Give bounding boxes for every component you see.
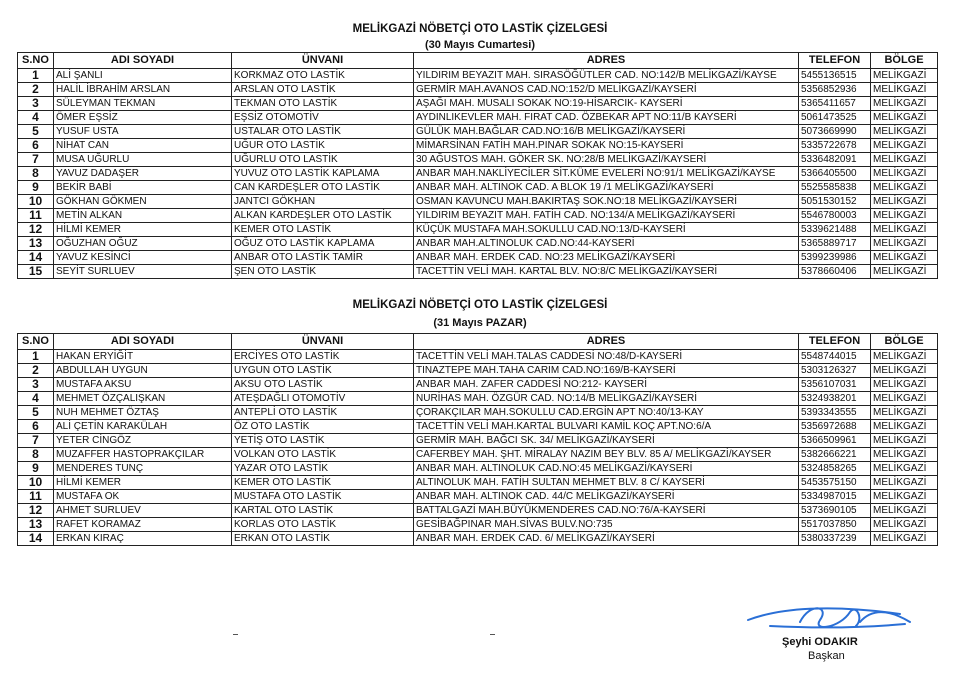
business-title: UYGUN OTO LASTİK [232, 364, 414, 378]
business-title: TEKMAN OTO LASTİK [232, 97, 414, 111]
region: MELİKGAZİ [871, 265, 938, 279]
table-row [18, 125, 938, 139]
phone-number: 5453575150 [799, 476, 871, 490]
person-name: YETER CİNGÖZ [54, 434, 232, 448]
phone-number: 5324938201 [799, 392, 871, 406]
business-address: ANBAR MAH. ERDEK CAD. NO:23 MELİKGAZİ/KAYSERİ [414, 251, 799, 265]
row-number: 12 [18, 223, 54, 237]
business-title: OĞUZ OTO LASTİK KAPLAMA [232, 237, 414, 251]
row-number: 14 [18, 251, 54, 265]
table-row [18, 83, 938, 97]
row-number: 2 [18, 364, 54, 378]
business-address: TINAZTEPE MAH.TAHA CARIM CAD.NO:169/B-KAYSERİ [414, 364, 799, 378]
person-name: HİLMİ KEMER [54, 223, 232, 237]
person-name: ERKAN KIRAÇ [54, 532, 232, 546]
table-row [18, 462, 938, 476]
row-number: 4 [18, 392, 54, 406]
business-address: AYDINLIKEVLER MAH. FIRAT CAD. ÖZBEKAR APT NO:11/B KAYSERİ [414, 111, 799, 125]
business-title: KEMER OTO LASTİK [232, 476, 414, 490]
business-title: ALKAN KARDEŞLER OTO LASTİK [232, 209, 414, 223]
business-title: YUVUZ OTO LASTİK KAPLAMA [232, 167, 414, 181]
phone-number: 5399239986 [799, 251, 871, 265]
region: MELİKGAZİ [871, 251, 938, 265]
person-name: MEHMET ÖZÇALIŞKAN [54, 392, 232, 406]
person-name: YUSUF USTA [54, 125, 232, 139]
business-address: BATTALGAZİ MAH.BÜYÜKMENDERES CAD.NO:76/A-KAYSERİ [414, 504, 799, 518]
phone-number: 5303126327 [799, 364, 871, 378]
table-row [18, 223, 938, 237]
region: MELİKGAZİ [871, 504, 938, 518]
row-number: 13 [18, 518, 54, 532]
business-title: YAZAR OTO LASTİK [232, 462, 414, 476]
person-name: GÖKHAN GÖKMEN [54, 195, 232, 209]
region: MELİKGAZİ [871, 448, 938, 462]
region: MELİKGAZİ [871, 181, 938, 195]
header-sno: S.NO [18, 334, 54, 350]
business-address: ANBAR MAH.NAKLİYECİLER SİT.KÜME EVELERİ NO:91/1 MELİKGAZİ/KAYSE [414, 167, 799, 181]
table-row [18, 364, 938, 378]
business-title: ÖZ OTO LASTİK [232, 420, 414, 434]
row-number: 2 [18, 83, 54, 97]
business-title: KORLAS OTO LASTİK [232, 518, 414, 532]
person-name: OĞUZHAN OĞUZ [54, 237, 232, 251]
person-name: ALİ ÇETİN KARAKÜLAH [54, 420, 232, 434]
region: MELİKGAZİ [871, 111, 938, 125]
person-name: AHMET SURLUEV [54, 504, 232, 518]
region: MELİKGAZİ [871, 392, 938, 406]
phone-number: 5356107031 [799, 378, 871, 392]
table-row [18, 420, 938, 434]
phone-number: 5455136515 [799, 69, 871, 83]
phone-number: 5378660406 [799, 265, 871, 279]
table-row [18, 406, 938, 420]
table-row [18, 476, 938, 490]
header-title: ÜNVANI [232, 53, 414, 69]
region: MELİKGAZİ [871, 153, 938, 167]
row-number: 1 [18, 350, 54, 364]
table-row [18, 251, 938, 265]
business-address: ÇORAKÇILAR MAH.SOKULLU CAD.ERGİN APT NO:40/13-KAY [414, 406, 799, 420]
person-name: MUSTAFA AKSU [54, 378, 232, 392]
row-number: 10 [18, 476, 54, 490]
phone-number: 5339621488 [799, 223, 871, 237]
scan-mark [490, 634, 495, 635]
business-address: OSMAN KAVUNCU MAH.BAKIRTAŞ SOK.NO:18 MELİKGAZİ/KAYSERİ [414, 195, 799, 209]
phone-number: 5365411657 [799, 97, 871, 111]
business-title: CAN KARDEŞLER OTO LASTİK [232, 181, 414, 195]
header-phone: TELEFON [799, 334, 871, 350]
table-row [18, 181, 938, 195]
business-address: TACETTİN VELİ MAH.TALAS CADDESİ NO:48/D-KAYSERİ [414, 350, 799, 364]
header-phone: TELEFON [799, 53, 871, 69]
business-address: ANBAR MAH. ALTINOK CAD. A BLOK 19 /1 MELİKGAZİ/KAYSERİ [414, 181, 799, 195]
schedule-subtitle-1: (30 Mayıs Cumartesi) [424, 39, 536, 51]
region: MELİKGAZİ [871, 237, 938, 251]
phone-number: 5393343555 [799, 406, 871, 420]
phone-number: 5373690105 [799, 504, 871, 518]
business-address: GERMİR MAH.AVANOS CAD.NO:152/D MELİKGAZİ/KAYSERİ [414, 83, 799, 97]
row-number: 3 [18, 378, 54, 392]
row-number: 4 [18, 111, 54, 125]
phone-number: 5334987015 [799, 490, 871, 504]
row-number: 15 [18, 265, 54, 279]
row-number: 9 [18, 462, 54, 476]
business-address: YILDIRIM BEYAZIT MAH. FATİH CAD. NO:134/A MELİKGAZİ/KAYSERİ [414, 209, 799, 223]
region: MELİKGAZİ [871, 462, 938, 476]
person-name: HALİL İBRAHİM ARSLAN [54, 83, 232, 97]
business-address: YILDIRIM BEYAZIT MAH. SIRASÖĞÜTLER CAD. NO:142/B MELİKGAZİ/KAYSE [414, 69, 799, 83]
schedule-title-2: MELİKGAZİ NÖBETÇİ OTO LASTİK ÇİZELGESİ [352, 299, 608, 311]
header-name: ADI SOYADI [54, 334, 232, 350]
schedule-table-saturday [17, 52, 938, 279]
region: MELİKGAZİ [871, 420, 938, 434]
phone-number: 5051530152 [799, 195, 871, 209]
header-sno: S.NO [18, 53, 54, 69]
table-header-row [18, 53, 938, 69]
row-number: 11 [18, 490, 54, 504]
row-number: 11 [18, 209, 54, 223]
business-title: ATEŞDAĞLI OTOMOTİV [232, 392, 414, 406]
table-row [18, 392, 938, 406]
row-number: 6 [18, 139, 54, 153]
region: MELİKGAZİ [871, 97, 938, 111]
region: MELİKGAZİ [871, 532, 938, 546]
person-name: ÖMER EŞSİZ [54, 111, 232, 125]
row-number: 6 [18, 420, 54, 434]
signatory-role: Başkan [808, 650, 845, 662]
phone-number: 5061473525 [799, 111, 871, 125]
business-address: TACETTİN VELİ MAH. KARTAL BLV. NO:8/C MELİKGAZİ/KAYSERİ [414, 265, 799, 279]
business-address: KÜÇÜK MUSTAFA MAH.SOKULLU CAD.NO:13/D-KAYSERİ [414, 223, 799, 237]
row-number: 13 [18, 237, 54, 251]
business-title: ERCİYES OTO LASTİK [232, 350, 414, 364]
person-name: ABDULLAH UYGUN [54, 364, 232, 378]
table-row [18, 518, 938, 532]
business-title: MUSTAFA OTO LASTİK [232, 490, 414, 504]
region: MELİKGAZİ [871, 69, 938, 83]
header-name: ADI SOYADI [54, 53, 232, 69]
person-name: BEKİR BABİ [54, 181, 232, 195]
table-row [18, 69, 938, 83]
business-title: UĞURLU OTO LASTİK [232, 153, 414, 167]
schedule-table-sunday [17, 333, 938, 546]
person-name: RAFET KORAMAZ [54, 518, 232, 532]
table-row [18, 378, 938, 392]
table-row [18, 209, 938, 223]
region: MELİKGAZİ [871, 350, 938, 364]
person-name: HAKAN ERYİĞİT [54, 350, 232, 364]
table-row [18, 97, 938, 111]
region: MELİKGAZİ [871, 378, 938, 392]
person-name: MUSA UĞURLU [54, 153, 232, 167]
table-row [18, 167, 938, 181]
table-row [18, 434, 938, 448]
business-title: KEMER OTO LASTİK [232, 223, 414, 237]
signatory-name: Şeyhi ODAKIR [782, 636, 858, 648]
person-name: NUH MEHMET ÖZTAŞ [54, 406, 232, 420]
business-title: KARTAL OTO LASTİK [232, 504, 414, 518]
business-address: 30 AĞUSTOS MAH. GÖKER SK. NO:28/B MELİKGAZİ/KAYSERİ [414, 153, 799, 167]
person-name: ALİ ŞANLI [54, 69, 232, 83]
person-name: NİHAT CAN [54, 139, 232, 153]
region: MELİKGAZİ [871, 518, 938, 532]
phone-number: 5548744015 [799, 350, 871, 364]
phone-number: 5366509961 [799, 434, 871, 448]
business-title: VOLKAN OTO LASTİK [232, 448, 414, 462]
phone-number: 5525585838 [799, 181, 871, 195]
header-title: ÜNVANI [232, 334, 414, 350]
business-address: GÜLÜK MAH.BAĞLAR CAD.NO:16/B MELİKGAZİ/KAYSERİ [414, 125, 799, 139]
business-title: EŞSİZ OTOMOTİV [232, 111, 414, 125]
schedule-subtitle-2: (31 Mayıs PAZAR) [433, 317, 527, 329]
business-address: GERMİR MAH. BAĞCI SK. 34/ MELİKGAZİ/KAYSERİ [414, 434, 799, 448]
table-row [18, 504, 938, 518]
region: MELİKGAZİ [871, 364, 938, 378]
business-address: NURİHAS MAH. ÖZGÜR CAD. NO:14/B MELİKGAZİ/KAYSERİ [414, 392, 799, 406]
region: MELİKGAZİ [871, 139, 938, 153]
person-name: YAVUZ KESİNCİ [54, 251, 232, 265]
table-row [18, 139, 938, 153]
business-title: ŞEN OTO LASTİK [232, 265, 414, 279]
region: MELİKGAZİ [871, 167, 938, 181]
phone-number: 5365889717 [799, 237, 871, 251]
row-number: 8 [18, 448, 54, 462]
phone-number: 5382666221 [799, 448, 871, 462]
phone-number: 5517037850 [799, 518, 871, 532]
phone-number: 5335722678 [799, 139, 871, 153]
person-name: MENDERES TUNÇ [54, 462, 232, 476]
business-address: ANBAR MAH.ALTINOLUK CAD.NO:44-KAYSERİ [414, 237, 799, 251]
row-number: 12 [18, 504, 54, 518]
business-title: AKSU OTO LASTİK [232, 378, 414, 392]
row-number: 5 [18, 406, 54, 420]
person-name: YAVUZ DADAŞER [54, 167, 232, 181]
region: MELİKGAZİ [871, 490, 938, 504]
phone-number: 5073669990 [799, 125, 871, 139]
business-address: AŞAĞI MAH. MUSALI SOKAK NO:19-HİSARCIK- KAYSERİ [414, 97, 799, 111]
row-number: 1 [18, 69, 54, 83]
region: MELİKGAZİ [871, 195, 938, 209]
region: MELİKGAZİ [871, 209, 938, 223]
table-header-row [18, 334, 938, 350]
business-address: ANBAR MAH. ERDEK CAD. 6/ MELİKGAZİ/KAYSERİ [414, 532, 799, 546]
person-name: HİLMİ KEMER [54, 476, 232, 490]
region: MELİKGAZİ [871, 125, 938, 139]
row-number: 14 [18, 532, 54, 546]
phone-number: 5356972688 [799, 420, 871, 434]
business-address: ANBAR MAH. ALTINOLUK CAD.NO:45 MELİKGAZİ/KAYSERİ [414, 462, 799, 476]
table-row [18, 350, 938, 364]
person-name: MUSTAFA OK [54, 490, 232, 504]
region: MELİKGAZİ [871, 406, 938, 420]
person-name: SÜLEYMAN TEKMAN [54, 97, 232, 111]
phone-number: 5324858265 [799, 462, 871, 476]
phone-number: 5380337239 [799, 532, 871, 546]
scan-mark [233, 634, 238, 635]
business-address: CAFERBEY MAH. ŞHT. MİRALAY NAZIM BEY BLV. 85 A/ MELİKGAZİ/KAYSER [414, 448, 799, 462]
row-number: 5 [18, 125, 54, 139]
phone-number: 5546780003 [799, 209, 871, 223]
business-address: ANBAR MAH. ALTINOK CAD. 44/C MELİKGAZİ/KAYSERİ [414, 490, 799, 504]
table-row [18, 532, 938, 546]
business-address: GESİBAĞPINAR MAH.SİVAS BULV.NO:735 [414, 518, 799, 532]
table-row [18, 265, 938, 279]
table-row [18, 237, 938, 251]
row-number: 7 [18, 153, 54, 167]
row-number: 8 [18, 167, 54, 181]
business-title: JANTCI GÖKHAN [232, 195, 414, 209]
person-name: METİN ALKAN [54, 209, 232, 223]
region: MELİKGAZİ [871, 434, 938, 448]
business-address: TACETTİN VELİ MAH.KARTAL BULVARI KAMİL KOÇ APT.NO:6/A [414, 420, 799, 434]
schedule-title-1: MELİKGAZİ NÖBETÇİ OTO LASTİK ÇİZELGESİ [352, 23, 608, 35]
table-row [18, 111, 938, 125]
business-address: ALTINOLUK MAH. FATİH SULTAN MEHMET BLV. 8 C/ KAYSERİ [414, 476, 799, 490]
row-number: 7 [18, 434, 54, 448]
business-title: YETİŞ OTO LASTİK [232, 434, 414, 448]
business-title: USTALAR OTO LASTİK [232, 125, 414, 139]
row-number: 10 [18, 195, 54, 209]
phone-number: 5336482091 [799, 153, 871, 167]
table-row [18, 153, 938, 167]
row-number: 9 [18, 181, 54, 195]
business-title: UĞUR OTO LASTİK [232, 139, 414, 153]
business-address: ANBAR MAH. ZAFER CADDESİ NO:212- KAYSERİ [414, 378, 799, 392]
phone-number: 5356852936 [799, 83, 871, 97]
region: MELİKGAZİ [871, 476, 938, 490]
header-address: ADRES [414, 334, 799, 350]
region: MELİKGAZİ [871, 83, 938, 97]
phone-number: 5366405500 [799, 167, 871, 181]
business-title: ERKAN OTO LASTİK [232, 532, 414, 546]
table-row [18, 448, 938, 462]
business-title: ARSLAN OTO LASTİK [232, 83, 414, 97]
table-row [18, 195, 938, 209]
table-row [18, 490, 938, 504]
header-region: BÖLGE [871, 53, 938, 69]
row-number: 3 [18, 97, 54, 111]
header-region: BÖLGE [871, 334, 938, 350]
business-title: ANTEPLİ OTO LASTİK [232, 406, 414, 420]
business-title: ANBAR OTO LASTİK TAMİR [232, 251, 414, 265]
business-title: KORKMAZ OTO LASTİK [232, 69, 414, 83]
person-name: SEYİT SURLUEV [54, 265, 232, 279]
header-address: ADRES [414, 53, 799, 69]
business-address: MİMARSİNAN FATİH MAH.PINAR SOKAK NO:15-KAYSERİ [414, 139, 799, 153]
person-name: MUZAFFER HASTOPRAKÇILAR [54, 448, 232, 462]
region: MELİKGAZİ [871, 223, 938, 237]
